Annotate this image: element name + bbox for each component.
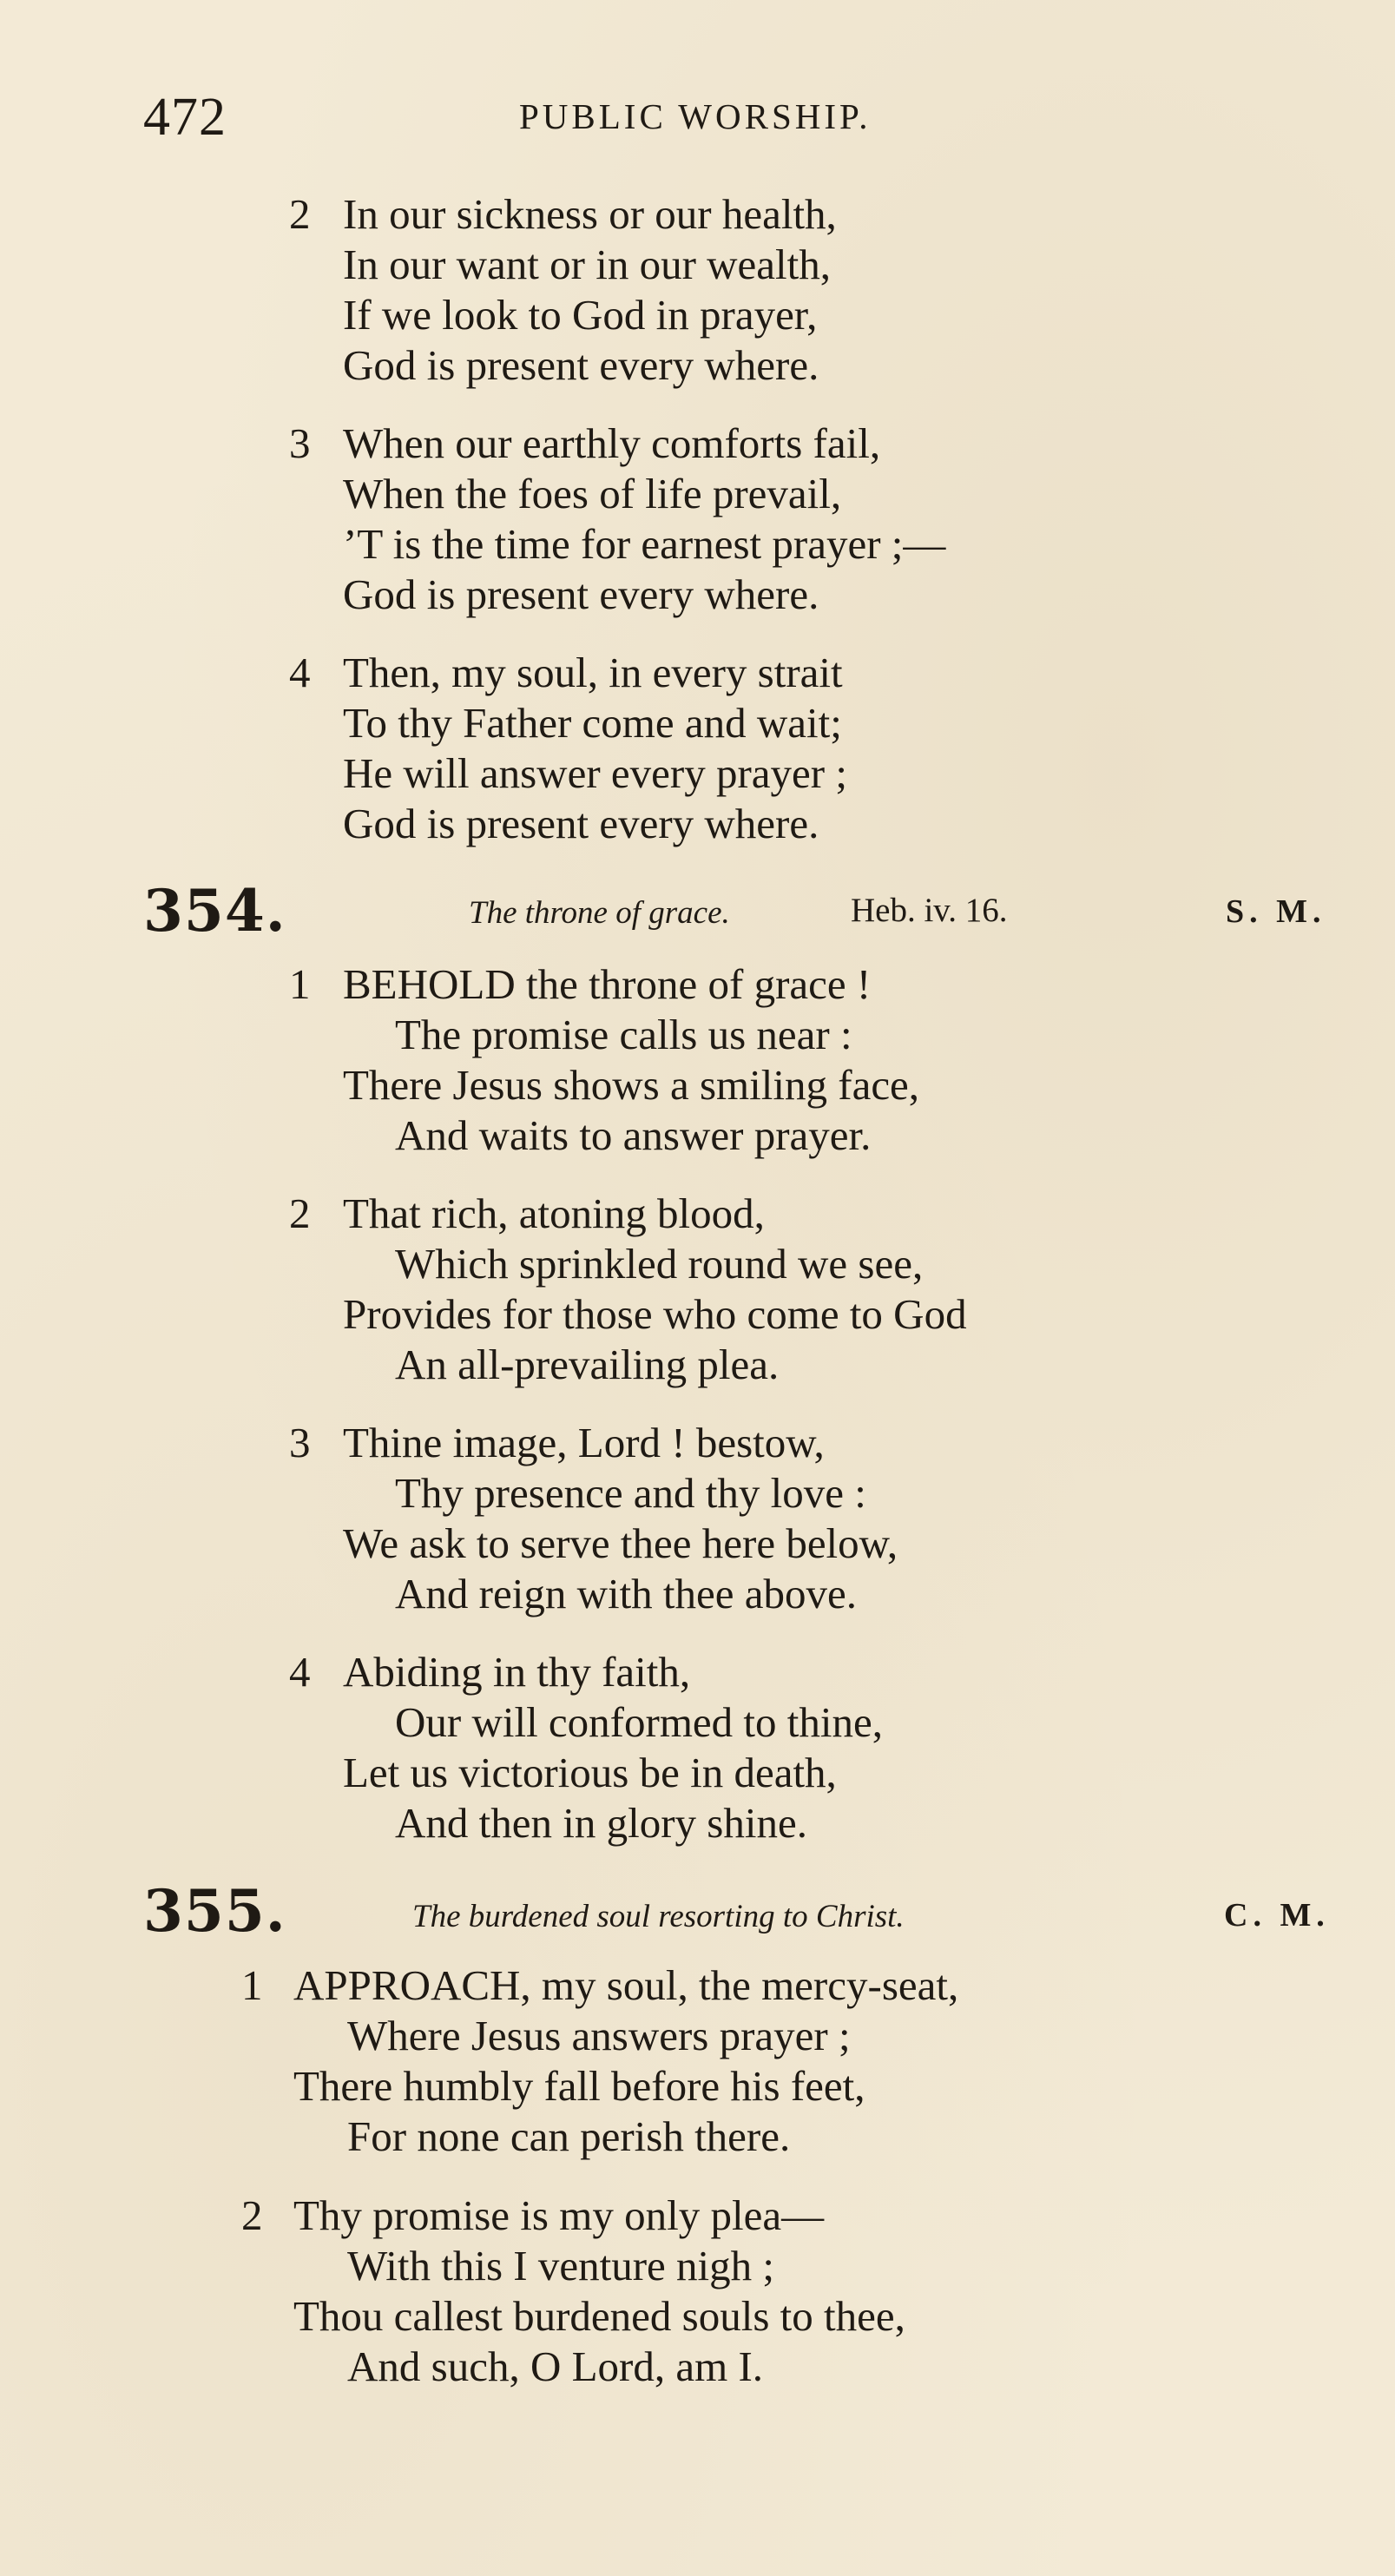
verse-line: An all-prevailing plea. (395, 1341, 780, 1388)
verse-line: Then, my soul, in every strait (343, 649, 843, 696)
verse-line: ’T is the time for earnest prayer ;— (343, 520, 946, 568)
verse-line: Abiding in thy faith, (343, 1648, 691, 1696)
verse-line: BEHOLD the throne of grace ! (343, 960, 872, 1008)
verse-line: Thine image, Lord ! bestow, (343, 1419, 825, 1466)
verse-line: Which sprinkled round we see, (395, 1240, 924, 1288)
verse-line: God is present every where. (343, 341, 819, 389)
verse-line: Thou callest burdened souls to thee, (293, 2292, 905, 2340)
page-number: 472 (143, 88, 227, 147)
verse-line: Thy promise is my only plea— (293, 2191, 825, 2239)
stanza-number: 4 (289, 649, 311, 696)
verse-line: That rich, atoning blood, (343, 1189, 765, 1237)
verse-line: There humbly fall before his feet, (293, 2062, 865, 2110)
verse-line: And waits to answer prayer. (395, 1111, 872, 1159)
verse-line: And such, O Lord, am I. (347, 2342, 764, 2390)
hymn-meter: C. M. (1224, 1897, 1330, 1934)
verse-line: Provides for those who come to God (343, 1290, 967, 1338)
verse-line: Our will conformed to thine, (395, 1698, 884, 1746)
verse-line: Thy presence and thy love : (395, 1469, 866, 1517)
hymn-number: 354. (143, 877, 286, 945)
stanza-number: 2 (289, 190, 311, 238)
stanza-number: 3 (289, 1419, 311, 1466)
verse-line: Let us victorious be in death, (343, 1749, 837, 1796)
verse-line: God is present every where. (343, 570, 819, 618)
hymn-meter: S. M. (1226, 893, 1326, 930)
verse-line: If we look to God in prayer, (343, 291, 818, 339)
stanza-number: 1 (241, 1961, 263, 2009)
stanza-number: 2 (241, 2191, 263, 2239)
verse-line: Where Jesus answers prayer ; (347, 2012, 851, 2059)
stanza-number: 4 (289, 1648, 311, 1696)
verse-line: APPROACH, my soul, the mercy-seat, (293, 1961, 959, 2009)
hymn-title: The throne of grace. (469, 895, 730, 931)
verse-line: We ask to serve thee here below, (343, 1519, 898, 1567)
verse-line: For none can perish there. (347, 2112, 791, 2160)
verse-line: And then in glory shine. (395, 1799, 807, 1847)
verse-line: The promise calls us near : (395, 1011, 852, 1058)
stanza-number: 1 (289, 960, 311, 1008)
verse-line: In our want or in our wealth, (343, 240, 831, 288)
stanza-number: 2 (289, 1189, 311, 1237)
verse-line: In our sickness or our health, (343, 190, 837, 238)
verse-line: When our earthly comforts fail, (343, 419, 881, 467)
verse-line: He will answer every prayer ; (343, 749, 847, 797)
verse-line: When the foes of life prevail, (343, 470, 842, 517)
running-head: PUBLIC WORSHIP. (519, 96, 872, 136)
scripture-reference: Heb. iv. 16. (851, 892, 1008, 929)
hymn-number: 355. (143, 1877, 286, 1945)
stanza-number: 3 (289, 419, 311, 467)
hymn-title: The burdened soul resorting to Christ. (412, 1899, 905, 1934)
verse-line: To thy Father come and wait; (343, 699, 842, 747)
verse-line: With this I venture nigh ; (347, 2242, 775, 2289)
verse-line: And reign with thee above. (395, 1570, 858, 1617)
verse-line: There Jesus shows a smiling face, (343, 1061, 920, 1109)
verse-line: God is present every where. (343, 800, 819, 847)
